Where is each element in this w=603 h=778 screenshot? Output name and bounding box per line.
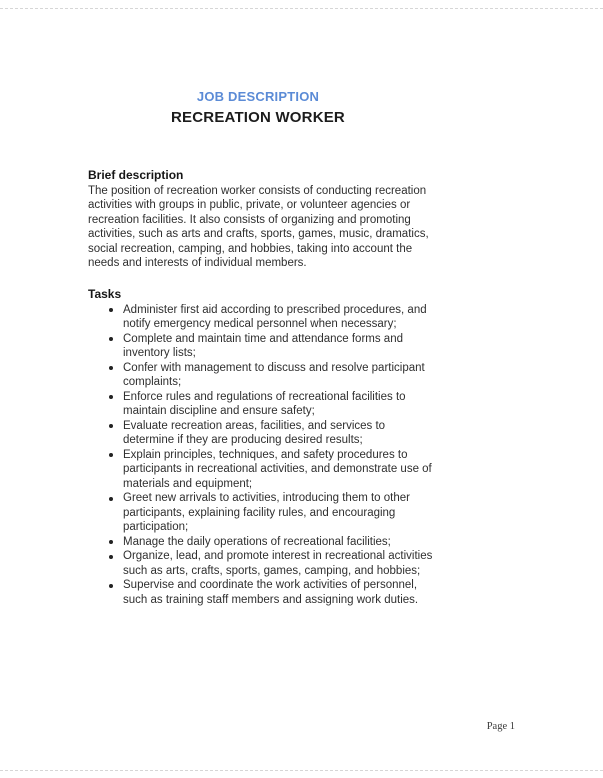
tasks-heading: Tasks [88, 287, 122, 301]
task-item: Complete and maintain time and attendance forms and inventory lists; [108, 332, 433, 361]
brief-description-heading: Brief description [88, 168, 184, 182]
task-item: Greet new arrivals to activities, introducing them to other participants, explaining facility rules, and encouraging participation; [108, 491, 433, 535]
page-bottom-boundary-line [0, 770, 603, 771]
task-item: Explain principles, techniques, and safety procedures to participants in recreational activities, and demonstrate use of materials and equipment; [108, 448, 433, 492]
footer-page-number: Page 1 [486, 721, 515, 732]
task-item: Confer with management to discuss and resolve participant complaints; [108, 361, 433, 390]
task-item: Evaluate recreation areas, facilities, and services to determine if they are producing desired results; [108, 419, 433, 448]
task-item: Organize, lead, and promote interest in recreational activities such as arts, crafts, sports, games, camping, and hobbies; [108, 549, 433, 578]
tasks-list [88, 303, 433, 608]
task-item: Administer first aid according to prescribed procedures, and notify emergency medical personnel when necessary; [108, 303, 433, 332]
task-item: Supervise and coordinate the work activities of personnel, such as training staff members and assigning work duties. [108, 578, 433, 607]
title-block [88, 89, 428, 127]
task-item: Enforce rules and regulations of recreational facilities to maintain discipline and ensure safety; [108, 390, 433, 419]
tasks-section [88, 287, 433, 607]
page-top-boundary-line [0, 8, 603, 9]
document-title: RECREATION WORKER [171, 109, 345, 126]
task-item: Manage the daily operations of recreational facilities; [108, 535, 433, 550]
brief-description-paragraph: The position of recreation worker consists of conducting recreation activities with groups in public, private, or volunteer agencies or recreation facilities. It also consists of organizing and promoting activities, such as arts and crafts, sports, games, music, dramatics, social recreation, camping, and hobbies, taking into account the needs and interests of individual members. [88, 184, 429, 269]
document-kicker: JOB DESCRIPTION [196, 89, 320, 104]
brief-description-section [88, 168, 433, 271]
